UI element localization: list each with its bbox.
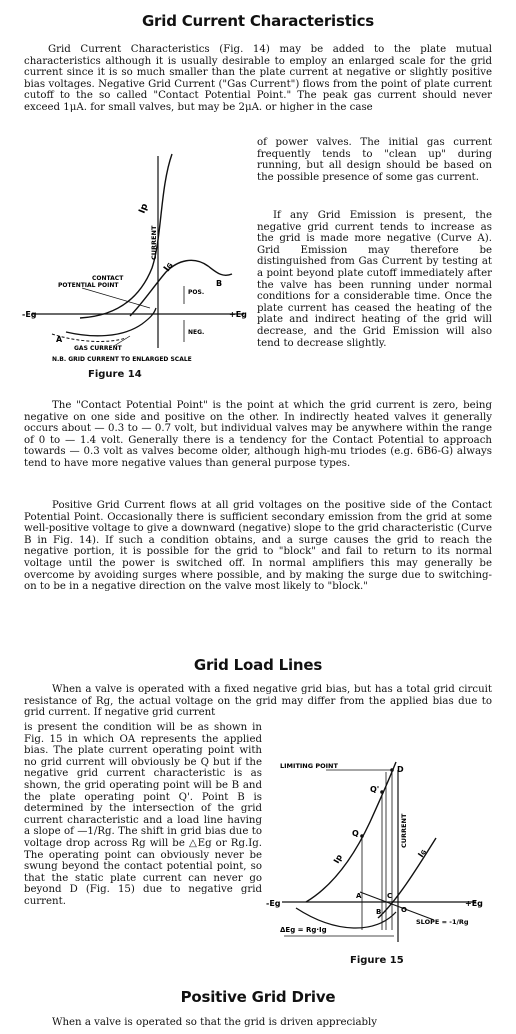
gll-p1a-text: When a valve is operated with a fixed negative grid bias, but has a total grid circuit resistance of Rg, the actual voltage on the grid may differ from the applied bias due to grid current. If negative grid current (24, 684, 492, 719)
gll-paragraph-1a (24, 684, 492, 719)
fig15-label-slope: SLOPE = -1/Rg (416, 918, 469, 926)
fig15-point-d (390, 768, 394, 772)
gc-paragraph-1 (24, 44, 492, 114)
fig14-label-pos: POS. (188, 289, 205, 296)
gc-paragraph-1-cont (257, 137, 492, 183)
fig15-label-ig: Iɢ (416, 847, 429, 860)
fig14-label-pos-eg: +Eg (229, 310, 247, 319)
fig14-label-neg-eg: -Eg (22, 310, 37, 319)
pgd-paragraph-1 (24, 1017, 492, 1029)
pgd-p1-text: When a valve is operated so that the grid is driven appreciably (52, 1017, 378, 1028)
fig15-label-o: O (401, 906, 407, 914)
heading-grid-current: Grid Current Characteristics (141, 12, 375, 30)
fig14-label-current: CURRENT (150, 225, 158, 260)
fig14-label-neg: NEG. (188, 329, 205, 336)
fig14-label-gas: GAS CURRENT (74, 345, 122, 352)
figure-15-caption: Figure 15 (350, 955, 404, 966)
gc-p2-text: If any Grid Emission is present, the negative grid current tends to increase as the grid is made more negative (Curve A). Grid Emission may therefore be distinguished from Gas Current by testing at a point beyond plate cutoff immediately after the valve has been running under normal conditions for a considerable time. Once the plate current has ceased the heating of the plate and indirect heating of the grid will decrease, and the Grid Emission will also tend to decrease slightly. (257, 210, 492, 349)
fig14-grid-current-curve (130, 260, 232, 316)
fig15-label-q1: Q' (370, 785, 380, 794)
fig15-point-q1 (380, 790, 384, 794)
fig15-label-limiting: LIMITING POINT (280, 762, 338, 770)
fig14-label-a: A (56, 335, 63, 344)
fig15-label-delta: ΔEg = Rg·Ig (280, 926, 327, 934)
fig15-label-neg-eg: -Eg (266, 899, 281, 908)
figure-15 (266, 752, 492, 952)
fig14-label-ig: Iɢ (162, 260, 176, 274)
fig15-label-ip: Iр (331, 852, 345, 865)
fig14-label-b: B (216, 279, 223, 288)
gc-p3-text: The "Contact Potential Point" is the point at which the grid current is zero, being negative on one side and positive on the other. In indirectly heated valves it generally occurs about — 0.3 to — 0.7 volt, but individual valves may be anywhere within the range of 0 to — 1.4 volt. Generally there is a tendency for the Contact Potential to approach towards — 0.3 volt as valves become older, although high-mu triodes (e.g. 6B6-G) always tend to have more negative values than general purpose types. (24, 400, 492, 469)
fig15-label-b: B (376, 908, 382, 916)
fig15-label-current: CURRENT (400, 813, 408, 848)
heading-positive-grid-drive: Positive Grid Drive (180, 988, 336, 1006)
gll-paragraph-1b (24, 722, 262, 908)
gll-p1b-text: is present the condition will be as shown in Fig. 15 in which OA represents the applied bias. The plate current operating point with no grid current will obviously be Q but if the negative grid current characteristic is as shown, the grid operating point will be B and the plate operating point Q'. Point B is determined by the intersection of the grid current characteristic and a load line having a slope of —1/Rg. The shift in grid bias due to voltage drop across Rg will be △Eg or Rg.Ig. The operating point can obviously never be swung beyond the contact potential point, so that the static plate current can never go beyond D (Fig. 15) due to negative grid current. (24, 722, 262, 907)
gc-paragraph-2 (257, 210, 492, 349)
fig15-plate-current-curve (306, 762, 396, 902)
gc-p1-text: Grid Current Characteristics (Fig. 14) may be added to the plate mutual characteristics although it is usually desirable to employ an enlarged scale for the grid current since it is so much smaller than the plate current at negative or slightly positive bias voltages. Negative Grid Current ("Gas Current") flows from the point of plate current cutoff to the so called "Contact Potential Point." The peak gas current should never exceed 1μA. for small valves, but may be 2μA. or higher in the case (24, 44, 492, 113)
gc-p4-text: Positive Grid Current flows at all grid voltages on the positive side of the Contact Potential Point. Occasionally there is sufficient secondary emission from the grid at some well-positive voltage to give a downward (negative) slope to the grid characteristic (Curve B in Fig. 14). If such a condition obtains, and a surge causes the grid to reach the negative portion, it is possible for the grid to "block" and fail to return to its normal voltage until the power is switched off. In normal amplifiers this may generally be overcome by avoiding surges where possible, and by making the surge due to switching-on to be in a negative direction on the valve most likely to "block." (24, 500, 492, 593)
fig14-label-contact2: POTENTIAL POINT (58, 282, 119, 289)
gc-paragraph-3 (24, 400, 492, 470)
fig15-label-pos-eg: +Eg (465, 899, 483, 908)
gc-p1-cont-text: of power valves. The initial gas current frequently tends to "clean up" during running, but all design should be based on the possible presence of some gas current. (257, 137, 492, 183)
fig14-label-ip: Iр (137, 202, 151, 216)
fig14-label-contact1: CONTACT (92, 275, 124, 282)
fig15-label-d: D (397, 765, 404, 774)
fig14-contact-leader (82, 288, 150, 308)
heading-grid-load-lines: Grid Load Lines (193, 656, 323, 674)
fig14-label-note: N.B. GRID CURRENT TO ENLARGED SCALE (52, 356, 192, 363)
fig15-label-q: Q (352, 829, 359, 838)
fig15-grid-current-curve (378, 838, 436, 918)
gc-paragraph-4 (24, 500, 492, 593)
fig15-point-q (360, 834, 364, 838)
fig15-label-a: A (356, 892, 362, 900)
fig15-label-c: C (387, 892, 393, 900)
figure-14 (22, 148, 254, 366)
figure-14-caption: Figure 14 (88, 369, 142, 380)
